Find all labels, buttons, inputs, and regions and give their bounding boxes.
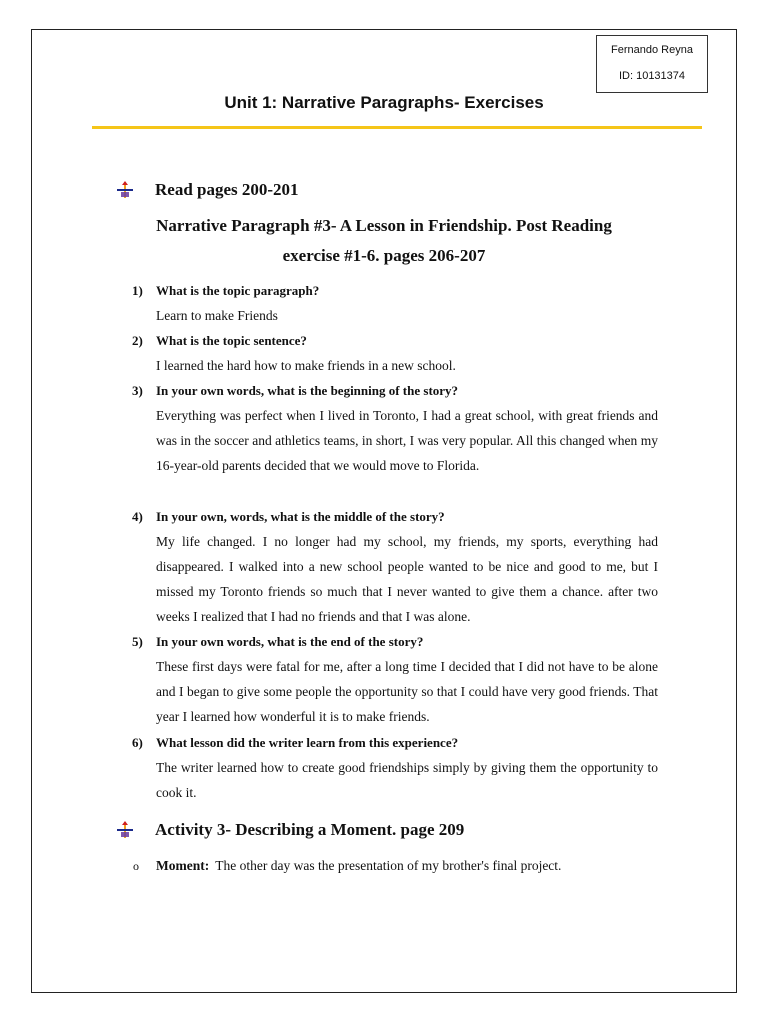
question-1	[132, 283, 319, 299]
activity-bullet	[115, 820, 464, 840]
moment-text: The other day was the presentation of my brother's final project.	[215, 858, 562, 873]
answer-2: I learned the hard how to make friends in a new school.	[156, 358, 456, 373]
answer-5: These first days were fatal for me, after a long time I decided that I did not have to be alone and I began to give some people the opportunity so that I could have very good friends. That year I learned how wonderful it is to make friends.	[156, 659, 658, 724]
answer-6: The writer learned how to create good friendships simply by giving them the opportunity to cook it.	[156, 760, 658, 800]
moment-label: Moment:	[156, 858, 210, 873]
narrative-heading-line2: exercise #1-6. pages 206-207	[282, 246, 486, 265]
student-info-box	[596, 35, 708, 93]
answer-3: Everything was perfect when I lived in Toronto, I had a great school, with great friends and was in the soccer and athletics teams, in short, I was very popular. All this changed when my 16-year-old parents decided that we would move to Florida.	[156, 408, 658, 473]
activity-text: Activity 3- Describing a Moment. page 209	[155, 820, 465, 839]
question-text: What is the topic sentence?	[156, 333, 307, 348]
question-4	[132, 509, 445, 525]
question-text: In your own words, what is the end of the story?	[156, 634, 424, 649]
arrow-bullet-icon	[115, 180, 135, 200]
question-number: 3)	[132, 383, 143, 398]
question-text: In your own, words, what is the middle of the story?	[156, 509, 445, 524]
student-id: ID: 10131374	[618, 70, 686, 82]
question-number: 1)	[132, 283, 143, 298]
question-text: What lesson did the writer learn from this experience?	[156, 735, 459, 750]
read-pages-bullet	[115, 180, 299, 200]
question-text: In your own words, what is the beginning of the story?	[156, 383, 459, 398]
question-text: What is the topic paragraph?	[156, 283, 320, 298]
read-pages-text: Read pages 200-201	[155, 180, 299, 199]
narrative-heading-line1: Narrative Paragraph #3- A Lesson in Friendship. Post Reading	[156, 216, 612, 235]
question-5	[132, 634, 423, 650]
answer-1: Learn to make Friends	[156, 308, 278, 323]
question-6	[132, 735, 458, 751]
student-name: Fernando Reyna	[611, 44, 693, 56]
question-number: 2)	[132, 333, 143, 348]
arrow-bullet-icon	[115, 820, 135, 840]
title-underline	[92, 126, 702, 129]
question-3	[132, 383, 458, 399]
moment-item	[133, 858, 561, 874]
circle-bullet-icon: o	[133, 859, 139, 873]
question-2	[132, 333, 307, 349]
answer-4: My life changed. I no longer had my school, my friends, my sports, everything had disappeared. I walked into a new school people wanted to be nice and good to me, but I missed my Toronto friends so much that I never wanted to give them a chance. after two weeks I realized that I had no friends and that I was alone.	[156, 534, 658, 624]
question-number: 5)	[132, 634, 143, 649]
page-title: Unit 1: Narrative Paragraphs- Exercises	[224, 93, 544, 112]
question-number: 4)	[132, 509, 143, 524]
question-number: 6)	[132, 735, 143, 750]
